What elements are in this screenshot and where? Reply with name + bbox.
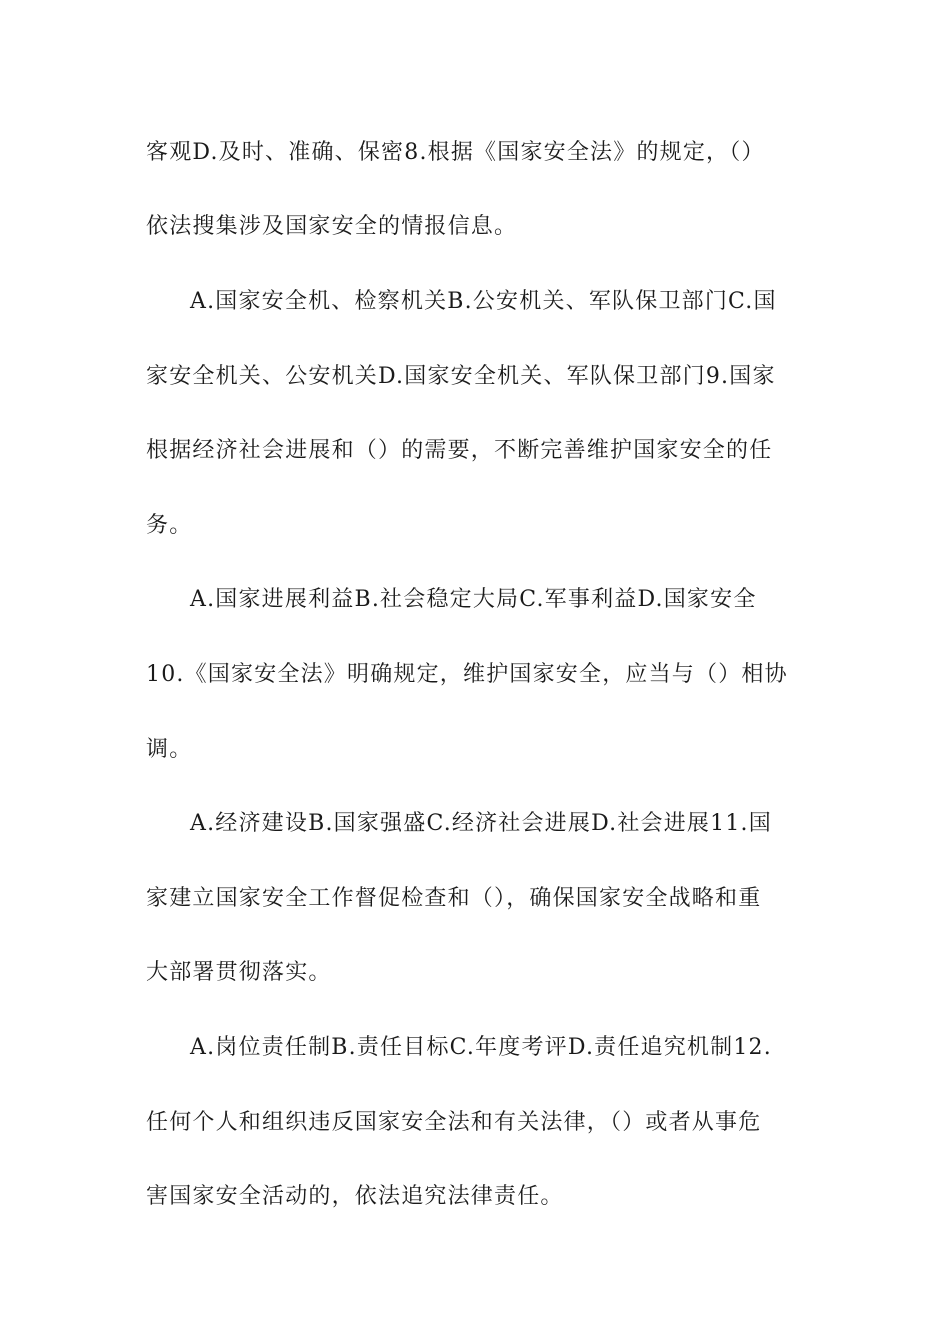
text-line-11: 家建立国家安全工作督促检查和（），确保国家安全战略和重 (146, 886, 762, 911)
text-line-2: 依法搜集涉及国家安全的情报信息。 (146, 214, 518, 239)
text-line-4: 家安全机关、公安机关D.国家安全机关、军队保卫部门9.国家 (146, 364, 776, 389)
text-line-13: A.岗位责任制B.责任目标C.年度考评D.责任追究机制12. (190, 1035, 772, 1060)
text-line-10: A.经济建设B.国家强盛C.经济社会进展D.社会进展11.国 (190, 811, 772, 836)
text-line-7: A.国家进展利益B.社会稳定大局C.军事利益D.国家安全 (190, 587, 757, 612)
text-line-12: 大部署贯彻落实。 (146, 960, 332, 985)
text-line-6: 务。 (146, 513, 193, 538)
text-line-15: 害国家安全活动的，依法追究法律责任。 (146, 1184, 564, 1209)
text-line-1: 客观D.及时、准确、保密8.根据《国家安全法》的规定，（） (146, 140, 765, 165)
text-line-5: 根据经济社会进展和（）的需要，不断完善维护国家安全的任 (146, 438, 773, 463)
text-line-8: 10.《国家安全法》明确规定，维护国家安全，应当与（）相协 (146, 662, 788, 687)
text-line-9: 调。 (146, 737, 193, 762)
text-line-14: 任何个人和组织违反国家安全法和有关法律，（）或者从事危 (146, 1110, 762, 1135)
text-line-3: A.国家安全机、检察机关B.公安机关、军队保卫部门C.国 (190, 289, 777, 314)
